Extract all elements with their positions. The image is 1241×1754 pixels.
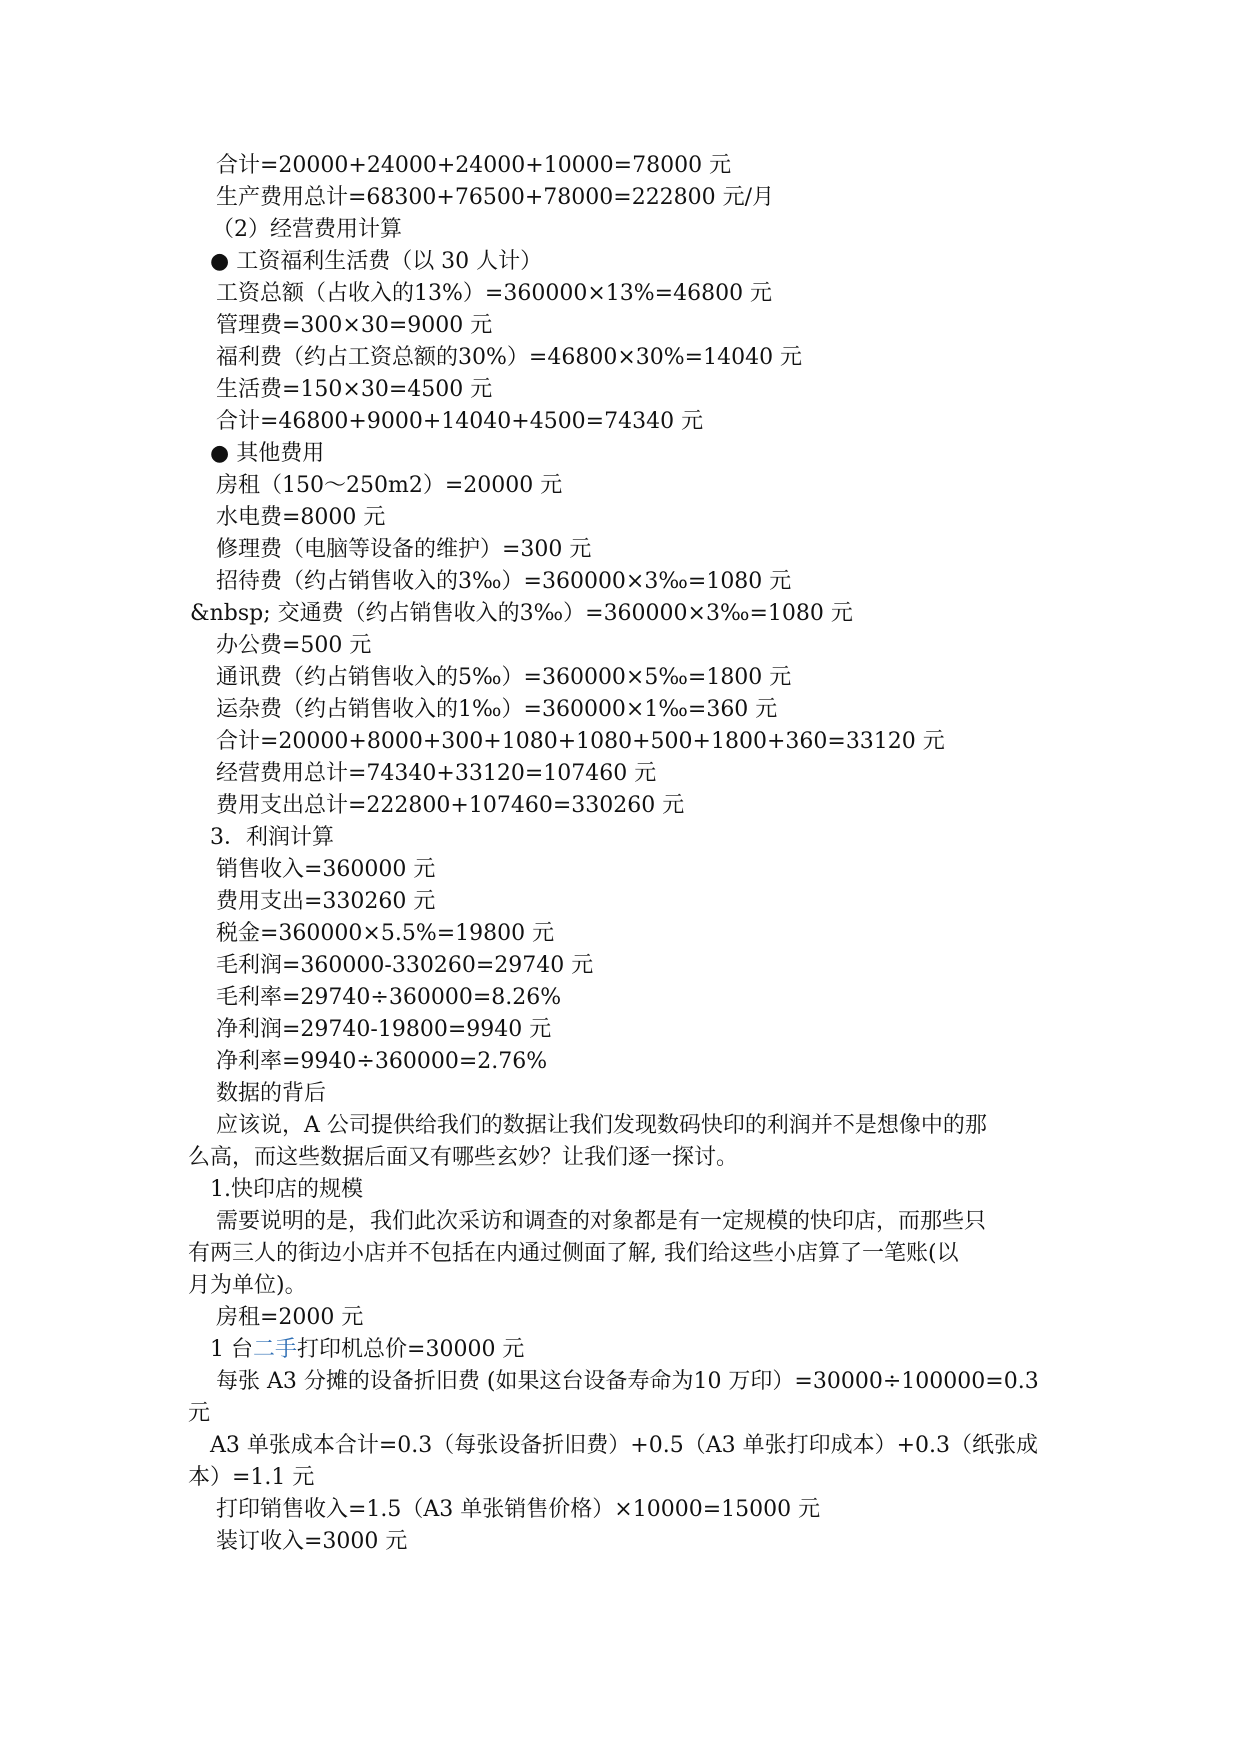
text-line: 通讯费（约占销售收入的5‰）=360000×5‰=1800 元 xyxy=(216,665,792,690)
keyword-link[interactable]: 二手 xyxy=(253,1337,298,1362)
paragraph-line: 有两三人的街边小店并不包括在内通过侧面了解, 我们给这些小店算了一笔账(以 xyxy=(188,1241,959,1266)
text-fragment: 打印机总价=30000 元 xyxy=(297,1337,525,1362)
text-line: 水电费=8000 元 xyxy=(216,505,386,530)
text-line: 生产费用总计=68300+76500+78000=222800 元/月 xyxy=(216,185,775,210)
text-fragment: 1 台 xyxy=(210,1337,253,1362)
paragraph-line: 本）=1.1 元 xyxy=(188,1465,315,1490)
section-heading: 3．利润计算 xyxy=(210,825,334,850)
text-line: 福利费（约占工资总额的30%）=46800×30%=14040 元 xyxy=(216,345,803,370)
paragraph-line: 应该说，A 公司提供给我们的数据让我们发现数码快印的利润并不是想像中的那 xyxy=(216,1113,987,1138)
text-line: 经营费用总计=74340+33120=107460 元 xyxy=(216,761,657,786)
text-line: 打印销售收入=1.5（A3 单张销售价格）×10000=15000 元 xyxy=(216,1497,821,1522)
text-line: 毛利润=360000-330260=29740 元 xyxy=(216,953,594,978)
text-line: 管理费=300×30=9000 元 xyxy=(216,313,493,338)
text-line: 办公费=500 元 xyxy=(216,633,372,658)
text-line: 房租（150～250m2）=20000 元 xyxy=(216,473,563,498)
text-line: 招待费（约占销售收入的3‰）=360000×3‰=1080 元 xyxy=(216,569,792,594)
bullet-heading: ● 其他费用 xyxy=(210,441,325,466)
text-line: 工资总额（占收入的13%）=360000×13%=46800 元 xyxy=(216,281,773,306)
text-line: &nbsp; 交通费（约占销售收入的3‰）=360000×3‰=1080 元 xyxy=(190,601,853,626)
text-line: 费用支出总计=222800+107460=330260 元 xyxy=(216,793,685,818)
paragraph-line: 么高，而这些数据后面又有哪些玄妙？让我们逐一探讨。 xyxy=(188,1145,739,1170)
section-heading: 1.快印店的规模 xyxy=(210,1177,363,1202)
text-line: 毛利率=29740÷360000=8.26% xyxy=(216,985,562,1010)
paragraph-line: 每张 A3 分摊的设备折旧费 (如果这台设备寿命为10 万印）=30000÷100000=0.3 xyxy=(216,1369,1039,1394)
text-line: 生活费=150×30=4500 元 xyxy=(216,377,493,402)
paragraph-line: A3 单张成本合计=0.3（每张设备折旧费）+0.5（A3 单张打印成本）+0.3（纸张成 xyxy=(210,1433,1039,1458)
text-line: 净利润=29740-19800=9940 元 xyxy=(216,1017,552,1042)
text-line: 合计=46800+9000+14040+4500=74340 元 xyxy=(216,409,704,434)
text-line: 合计=20000+8000+300+1080+1080+500+1800+360=33120 元 xyxy=(216,729,945,754)
text-line: 装订收入=3000 元 xyxy=(216,1529,408,1554)
section-heading: 数据的背后 xyxy=(216,1081,327,1106)
text-line: 税金=360000×5.5%=19800 元 xyxy=(216,921,555,946)
text-line: 运杂费（约占销售收入的1‰）=360000×1‰=360 元 xyxy=(216,697,778,722)
paragraph-line: 需要说明的是，我们此次采访和调查的对象都是有一定规模的快印店，而那些只 xyxy=(216,1209,987,1234)
section-heading: （2）经营费用计算 xyxy=(212,217,402,242)
text-line: 合计=20000+24000+24000+10000=78000 元 xyxy=(216,153,732,178)
paragraph-line: 月为单位)。 xyxy=(188,1273,307,1298)
text-line: 费用支出=330260 元 xyxy=(216,889,436,914)
bullet-heading: ● 工资福利生活费（以 30 人计） xyxy=(210,249,543,274)
text-line: 修理费（电脑等设备的维护）=300 元 xyxy=(216,537,592,562)
paragraph-line: 元 xyxy=(188,1401,211,1426)
text-line: 销售收入=360000 元 xyxy=(216,857,436,882)
text-line: 房租=2000 元 xyxy=(216,1305,364,1330)
text-line: 净利率=9940÷360000=2.76% xyxy=(216,1049,548,1074)
text-line-with-link xyxy=(210,1334,524,1366)
